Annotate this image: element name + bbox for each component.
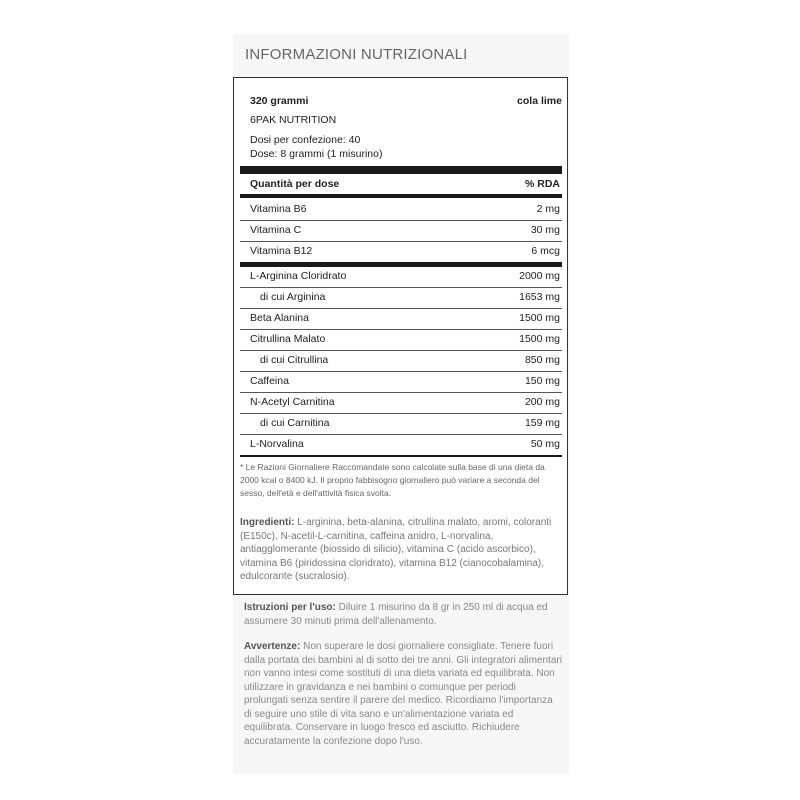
product-brand: 6PAK NUTRITION — [250, 114, 337, 126]
nutrient-value: 150 mg — [524, 375, 560, 387]
vitamin-value: 30 mg — [530, 224, 560, 236]
row-divider — [240, 392, 562, 393]
product-weight: 320 grammi — [250, 95, 309, 107]
header-divider — [240, 194, 562, 198]
nutrient-name: L-Arginina Cloridrato — [250, 270, 347, 282]
ingredients-text: L-arginina, beta-alanina, citrullina malato, aromi, coloranti (E150c), N-acetil-L-carnitina, caffeina anidro, L-norvalina, antiagglomerante (biossido di silicio), vitamina C (acido ascorbico), vitamina B6 (piridossina cloridrato), vitamina B12 (cianocobalamina), edulcorante (sucralosio). — [240, 517, 552, 582]
nutrient-name: di cui Citrullina — [260, 354, 329, 366]
nutrient-name: L-Norvalina — [250, 438, 304, 450]
nutrient-value: 1653 mg — [519, 291, 560, 303]
table-header-right: % RDA — [524, 178, 560, 190]
row-divider — [240, 329, 562, 330]
warnings-label: Avvertenze: — [244, 641, 301, 652]
nutrient-value: 159 mg — [524, 417, 560, 429]
nutrient-value: 200 mg — [524, 396, 560, 408]
table-header-left: Quantità per dose — [250, 178, 340, 190]
vitamin-name: Vitamina B12 — [250, 245, 313, 257]
nutrient-name: di cui Carnitina — [260, 417, 330, 429]
row-divider — [240, 371, 562, 372]
row-divider — [240, 220, 562, 221]
row-divider — [240, 350, 562, 351]
panel-title: INFORMAZIONI NUTRIZIONALI — [245, 46, 468, 63]
nutrient-name: N-Acetyl Carnitina — [250, 396, 335, 408]
vitamin-name: Vitamina C — [250, 224, 302, 236]
nutrient-value: 850 mg — [524, 354, 560, 366]
thick-divider — [240, 166, 562, 174]
nutrient-name: Caffeina — [250, 375, 289, 387]
instructions — [244, 601, 562, 628]
row-divider — [240, 287, 562, 288]
nutrient-value: 1500 mg — [519, 312, 560, 324]
vitamin-value: 6 mcg — [531, 245, 560, 257]
vitamin-value: 2 mg — [536, 203, 560, 215]
servings-per-pack: Dosi per confezione: 40 — [250, 134, 361, 146]
nutrient-name: Citrullina Malato — [250, 333, 326, 345]
serving-dose: Dose: 8 grammi (1 misurino) — [250, 148, 383, 160]
ingredients-label: Ingredienti: — [240, 517, 295, 528]
table-end-divider — [240, 455, 562, 457]
row-divider — [240, 308, 562, 309]
nutrient-name: Beta Alanina — [250, 312, 309, 324]
instructions-text: Diluire 1 misurino da 8 gr in 250 ml di acqua ed assumere 30 minuti prima dell'allenamento. — [244, 602, 548, 627]
rda-footnote: * Le Razioni Giornaliere Raccomandate sono calcolate sulla base di una dieta da 2000 kcal o 8400 kJ. Il proprio fabbisogno giornaliero può variare a seconda del sesso, dell'età e dell'attività fisica svolta. — [240, 462, 545, 498]
warnings-text: Non superare le dosi giornaliere consigliate. Tenere fuori dalla portata dei bambini al di sotto dei tre anni. Gli integratori alimentari non vanno intesi come sostituti di una dieta variata ed equilibrata. Non utilizzare in gravidanza e nei bambini o comunque per periodi prolungati senza sentire il parere del medico. Ricordiamo l'importanza di seguire uno stile di vita sano e un'alimentazione variata ed equilibrata. Conservare in luogo fresco ed asciutto. Richiudere accuratamente la confezione dopo l'uso. — [244, 641, 562, 747]
nutrient-value: 2000 mg — [519, 270, 560, 282]
warnings — [244, 640, 562, 748]
nutrient-value: 1500 mg — [519, 333, 560, 345]
instructions-label: Istruzioni per l'uso: — [244, 602, 336, 613]
product-flavor: cola lime — [517, 95, 562, 107]
nutrient-name: di cui Arginina — [260, 291, 326, 303]
row-divider — [240, 241, 562, 242]
row-divider — [240, 413, 562, 414]
section-divider — [240, 262, 562, 267]
ingredients — [240, 516, 562, 584]
row-divider — [240, 434, 562, 435]
nutrient-value: 50 mg — [530, 438, 560, 450]
vitamin-name: Vitamina B6 — [250, 203, 307, 215]
